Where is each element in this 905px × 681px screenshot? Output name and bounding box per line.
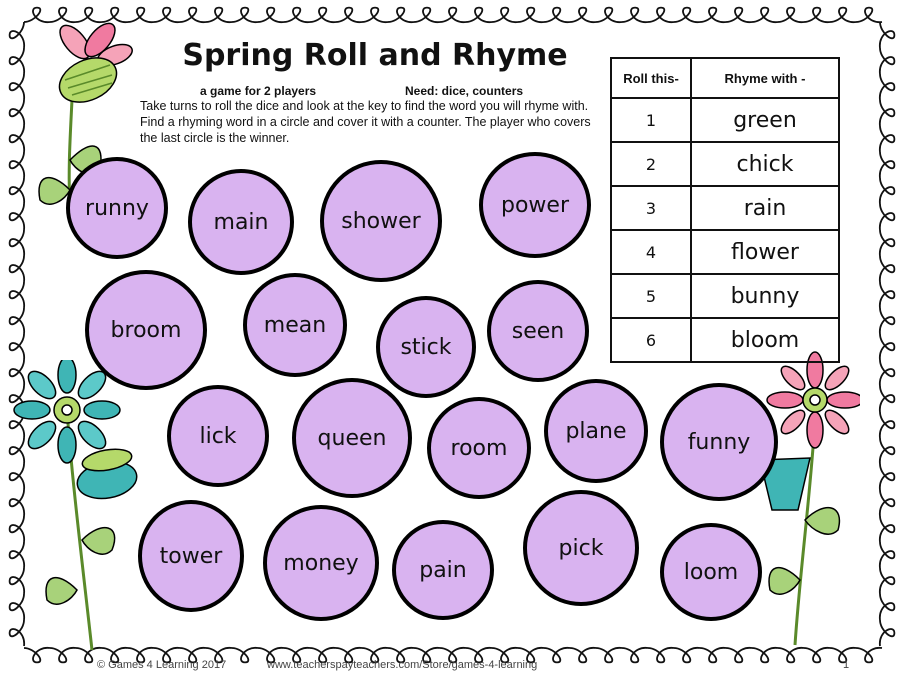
roll-number: 4 xyxy=(611,230,691,274)
header-roll: Roll this- xyxy=(611,58,691,98)
border-loop xyxy=(10,282,25,308)
word-circle-power[interactable]: power xyxy=(479,152,591,258)
border-loop xyxy=(570,648,596,663)
teal-flower-icon xyxy=(12,360,152,660)
border-loop xyxy=(726,648,752,663)
border-loop xyxy=(362,8,388,23)
key-row xyxy=(611,274,839,318)
border-loop xyxy=(310,8,336,23)
border-loop xyxy=(544,648,570,663)
rhyme-word: rain xyxy=(691,186,839,230)
border-loop xyxy=(880,230,895,256)
border-loop xyxy=(830,8,856,23)
border-loop xyxy=(232,648,258,663)
border-loop xyxy=(622,648,648,663)
key-row xyxy=(611,318,839,362)
word-circle-pain[interactable]: pain xyxy=(392,520,494,620)
border-loop xyxy=(518,8,544,23)
header-rhyme: Rhyme with - xyxy=(691,58,839,98)
rhyme-word: flower xyxy=(691,230,839,274)
key-row xyxy=(611,98,839,142)
pink-daisy-icon xyxy=(750,350,860,650)
border-loop xyxy=(492,8,518,23)
word-circle-money[interactable]: money xyxy=(263,505,379,621)
border-loop xyxy=(880,438,895,464)
roll-number: 1 xyxy=(611,98,691,142)
border-loop xyxy=(880,542,895,568)
border-loop xyxy=(880,334,895,360)
border-loop xyxy=(752,8,778,23)
border-loop xyxy=(336,8,362,23)
border-loop xyxy=(804,8,830,23)
instructions-text: Take turns to roll the dice and look at the key to find the word you will rhyme with. Find a rhyming word in a circle and cover it with a counter. The player who covers the last circle is the winner. xyxy=(140,99,591,145)
word-circle-shower[interactable]: shower xyxy=(320,160,442,282)
border-loop xyxy=(700,648,726,663)
border-loop xyxy=(752,648,778,663)
border-loop xyxy=(856,8,882,23)
word-circle-mean[interactable]: mean xyxy=(243,273,347,377)
rhyme-word: bunny xyxy=(691,274,839,318)
border-loop xyxy=(880,74,895,100)
border-loop xyxy=(880,152,895,178)
border-loop xyxy=(206,8,232,23)
border-loop xyxy=(880,568,895,594)
border-loop xyxy=(154,8,180,23)
copyright-text: © Games 4 Learning 2017 xyxy=(97,659,227,671)
key-row xyxy=(611,186,839,230)
border-loop xyxy=(466,8,492,23)
border-loop xyxy=(880,620,895,646)
border-loop xyxy=(880,100,895,126)
key-row xyxy=(611,142,839,186)
border-loop xyxy=(10,256,25,282)
border-loop xyxy=(880,386,895,412)
border-loop xyxy=(880,256,895,282)
store-url-text: www.teacherspayteachers.com/Store/games-4-learning xyxy=(267,659,538,671)
border-loop xyxy=(414,8,440,23)
word-circle-main[interactable]: main xyxy=(188,169,294,275)
word-circle-seen[interactable]: seen xyxy=(487,280,589,382)
border-loop xyxy=(10,334,25,360)
border-loop xyxy=(10,230,25,256)
roll-number: 2 xyxy=(611,142,691,186)
word-circle-tower[interactable]: tower xyxy=(138,500,244,612)
roll-number: 3 xyxy=(611,186,691,230)
border-loop xyxy=(674,8,700,23)
page-number: 1 xyxy=(843,659,850,671)
border-loop xyxy=(778,648,804,663)
border-loop xyxy=(880,490,895,516)
border-loop xyxy=(880,48,895,74)
border-loop xyxy=(596,648,622,663)
rhyme-word: bloom xyxy=(691,318,839,362)
border-loop xyxy=(544,8,570,23)
need-text: Need: dice, counters xyxy=(405,84,524,98)
border-loop xyxy=(726,8,752,23)
border-loop xyxy=(674,648,700,663)
border-loop xyxy=(880,308,895,334)
border-loop xyxy=(440,8,466,23)
border-loop xyxy=(648,8,674,23)
word-circle-loom[interactable]: loom xyxy=(660,523,762,621)
roll-number: 5 xyxy=(611,274,691,318)
word-circle-broom[interactable]: broom xyxy=(85,270,207,390)
border-loop xyxy=(596,8,622,23)
border-loop xyxy=(778,8,804,23)
border-loop xyxy=(880,178,895,204)
roll-number: 6 xyxy=(611,318,691,362)
border-loop xyxy=(10,308,25,334)
rhyme-word: green xyxy=(691,98,839,142)
border-loop xyxy=(880,464,895,490)
rhyme-word: chick xyxy=(691,142,839,186)
border-loop xyxy=(570,8,596,23)
border-loop xyxy=(880,360,895,386)
border-loop xyxy=(880,204,895,230)
border-loop xyxy=(856,648,882,663)
border-loop xyxy=(880,412,895,438)
border-loop xyxy=(880,594,895,620)
word-circle-lick[interactable]: lick xyxy=(167,385,269,487)
word-circle-room[interactable]: room xyxy=(427,397,531,499)
border-loop xyxy=(648,648,674,663)
border-loop xyxy=(804,648,830,663)
border-loop xyxy=(232,8,258,23)
word-circle-funny[interactable]: funny xyxy=(660,383,778,501)
border-loop xyxy=(880,516,895,542)
word-circle-queen[interactable]: queen xyxy=(292,378,412,498)
word-circle-runny[interactable]: runny xyxy=(66,157,168,259)
border-loop xyxy=(180,8,206,23)
border-loop xyxy=(880,22,895,48)
key-row xyxy=(611,230,839,274)
border-loop xyxy=(388,8,414,23)
game-title: Spring Roll and Rhyme xyxy=(182,38,568,73)
dice-key-table xyxy=(610,57,840,363)
players-text: a game for 2 players xyxy=(200,84,317,98)
border-loop xyxy=(284,8,310,23)
border-loop xyxy=(622,8,648,23)
word-circle-plane[interactable]: plane xyxy=(544,379,648,483)
word-circle-pick[interactable]: pick xyxy=(523,490,639,606)
border-loop xyxy=(700,8,726,23)
border-loop xyxy=(880,282,895,308)
key-header-row xyxy=(611,58,839,98)
word-circle-stick[interactable]: stick xyxy=(376,296,476,398)
border-loop xyxy=(258,8,284,23)
border-loop xyxy=(880,126,895,152)
